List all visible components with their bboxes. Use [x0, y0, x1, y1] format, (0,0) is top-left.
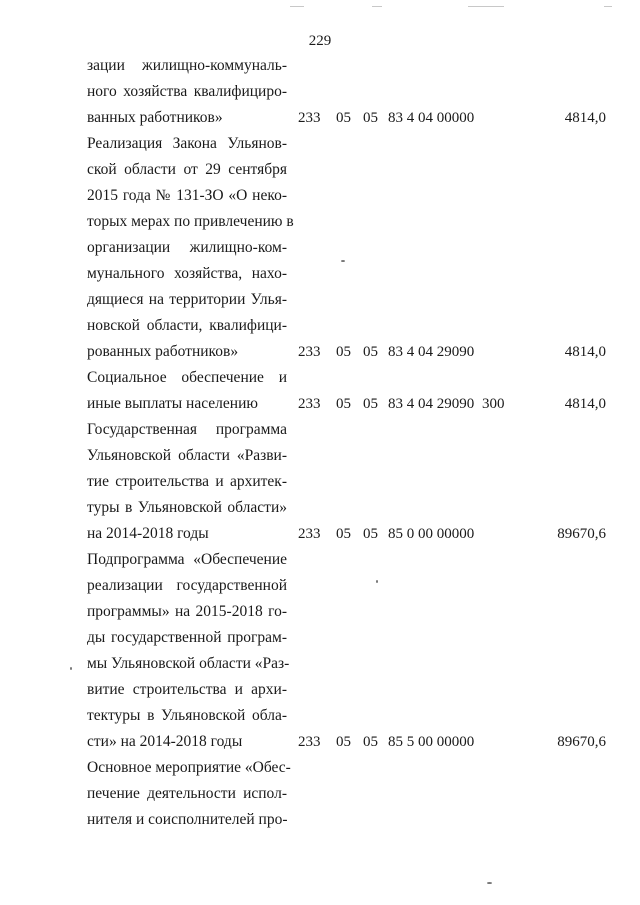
- text-line: нителя и соисполнителей про-: [87, 811, 288, 828]
- scan-artifact: [487, 882, 492, 884]
- text-line: Государственная программа: [87, 421, 287, 438]
- text-line: на 2014-2018 годы: [87, 525, 209, 542]
- ministry-code: 233: [298, 110, 321, 126]
- scan-artifact: [70, 667, 72, 670]
- text-line: торых мерах по привлечению в: [87, 213, 294, 230]
- text-line: иные выплаты населению: [87, 395, 258, 412]
- scan-artifact: [341, 260, 345, 262]
- subsection-code: 05: [363, 396, 378, 412]
- page-number: 229: [308, 33, 332, 49]
- text-line: сти» на 2014-2018 годы: [87, 733, 243, 750]
- target-item-code: 85 0 00 00000: [388, 526, 475, 542]
- ministry-code: 233: [298, 396, 321, 412]
- scan-artifact: [468, 6, 504, 7]
- scan-artifact: [372, 6, 382, 7]
- text-line: программы» на 2015-2018 го-: [87, 603, 287, 620]
- target-item-code: 83 4 04 29090: [388, 396, 475, 412]
- target-item-code: 83 4 04 00000: [388, 110, 475, 126]
- text-line: мы Ульяновской области «Раз-: [87, 655, 290, 672]
- target-item-code: 85 5 00 00000: [388, 734, 475, 750]
- amount: 4814,0: [564, 396, 606, 412]
- text-line: ванных работников»: [87, 109, 223, 126]
- ministry-code: 233: [298, 526, 321, 542]
- text-line: ного хозяйства квалифициро-: [87, 83, 287, 100]
- text-line: Реализация Закона Ульянов-: [87, 135, 287, 152]
- text-line: мунального хозяйства, нахо-: [87, 265, 287, 282]
- section-code: 05: [336, 734, 351, 750]
- text-line: Подпрограмма «Обеспечение: [87, 551, 287, 568]
- text-line: дящиеся на территории Улья-: [87, 291, 287, 308]
- amount: 4814,0: [564, 110, 606, 126]
- text-line: зации жилищно-коммуналь-: [87, 57, 287, 74]
- section-code: 05: [336, 526, 351, 542]
- section-code: 05: [336, 344, 351, 360]
- text-line: организации жилищно-ком-: [87, 239, 287, 256]
- text-line: тие строительства и архитек-: [87, 473, 287, 490]
- expense-type-code: 300: [482, 396, 505, 412]
- amount: 89670,6: [557, 526, 606, 542]
- text-line: реализации государственной: [87, 577, 287, 594]
- text-line: печение деятельности испол-: [87, 785, 287, 802]
- text-line: Ульяновской области «Разви-: [87, 447, 287, 464]
- subsection-code: 05: [363, 344, 378, 360]
- text-line: 2015 года № 131-ЗО «О неко-: [87, 187, 287, 204]
- amount: 89670,6: [557, 734, 606, 750]
- text-line: ской области от 29 сентября: [87, 161, 287, 178]
- text-line: Социальное обеспечение и: [87, 369, 287, 386]
- text-line: рованных работников»: [87, 343, 239, 360]
- section-code: 05: [336, 396, 351, 412]
- section-code: 05: [336, 110, 351, 126]
- scan-artifact: [290, 6, 304, 7]
- target-item-code: 83 4 04 29090: [388, 344, 475, 360]
- subsection-code: 05: [363, 526, 378, 542]
- text-line: витие строительства и архи-: [87, 681, 287, 698]
- scan-artifact: [376, 580, 378, 583]
- text-line: новской области, квалифици-: [87, 317, 287, 334]
- subsection-code: 05: [363, 734, 378, 750]
- amount: 4814,0: [564, 344, 606, 360]
- text-line: Основное мероприятие «Обес-: [87, 759, 291, 776]
- text-line: туры в Ульяновской области»: [87, 499, 287, 516]
- subsection-code: 05: [363, 110, 378, 126]
- text-line: ды государственной програм-: [87, 629, 287, 646]
- ministry-code: 233: [298, 344, 321, 360]
- ministry-code: 233: [298, 734, 321, 750]
- text-line: тектуры в Ульяновской обла-: [87, 707, 287, 724]
- scan-artifact: [604, 6, 612, 7]
